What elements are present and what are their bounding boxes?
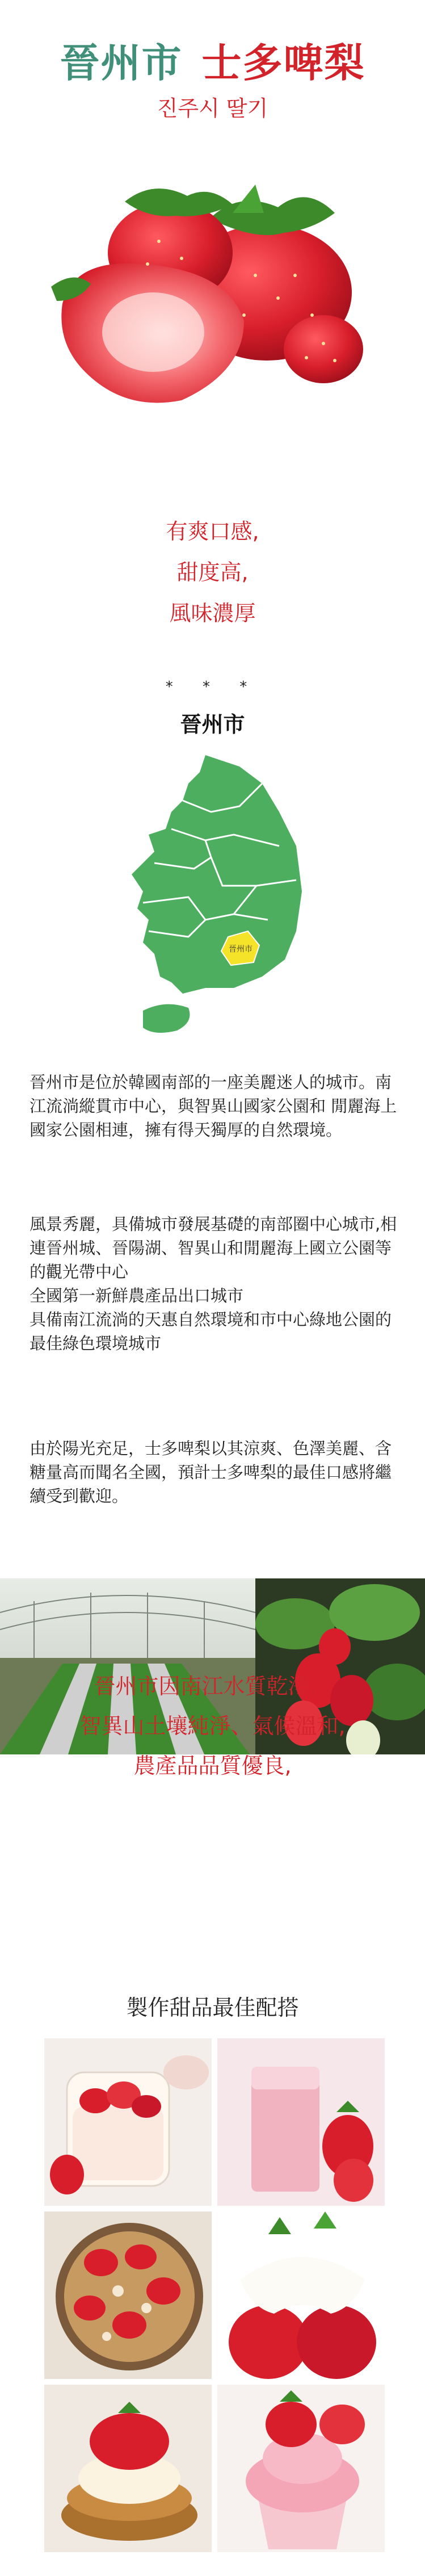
tagline-line: 甜度高, [176, 560, 249, 585]
paragraph-features [30, 1212, 398, 1355]
dessert-smoothie-photo [217, 2038, 385, 2206]
dessert-cupcake-photo [217, 2385, 385, 2552]
paragraph-text: 具備南江流淌的天惠自然環境和市中心綠地公園的最佳綠色環境城市 [30, 1310, 392, 1353]
tagline-line: 風味濃厚 [169, 601, 256, 626]
dessert-panna-cotta-photo [44, 2038, 212, 2206]
tagline-line: 晉州市因南江水質乾淨、 [94, 1674, 331, 1699]
paragraph-text: 晉州市是位於韓國南部的一座美麗迷人的城市。南江流淌縱貫市中心，與智異山國家公園和 閒麗海上國家公園相連，擁有得天獨厚的自然環境。 [30, 1073, 397, 1140]
paragraph-text: 風景秀麗，具備城市發展基礎的南部圈中心城市,相連晉州城、晉陽湖、智異山和閒麗海上國立公園等的觀光帶中心 [30, 1214, 397, 1281]
paragraph-text: 全國第一新鮮農產品出口城市 [30, 1286, 244, 1305]
tagline-quality [0, 1666, 425, 1786]
subtitle-korean: 진주시 딸기 [157, 96, 268, 121]
title-product: 士多啤梨 [201, 39, 365, 86]
dessert-tart-photo [44, 2385, 212, 2552]
map-marker-label: 晉州市 [229, 945, 253, 954]
stars-divider: * * * [165, 678, 260, 696]
tagline-line: 智異山土壤純淨、氣候溫和, [79, 1714, 346, 1739]
paragraph-text: 由於陽光充足，士多啤梨以其涼爽、色澤美麗、含糖量高而聞名全國，預計士多啤梨的最佳口感將繼續受到歡迎。 [30, 1439, 392, 1506]
strawberries-image [40, 179, 380, 417]
korea-map [120, 749, 313, 1050]
desserts-title: 製作甜品最佳配搭 [126, 1995, 299, 2020]
title-city: 晉州市 [60, 39, 183, 86]
header-title [0, 34, 425, 85]
tagline-line: 農產品品質優良, [133, 1753, 292, 1778]
dessert-cream-strawberries-photo [217, 2211, 385, 2379]
tagline-line: 有爽口感, [166, 519, 259, 544]
dessert-granola-bowl-photo [44, 2211, 212, 2379]
paragraph-intro [30, 1070, 398, 1142]
tagline-taste [0, 511, 425, 634]
paragraph-sunlight [30, 1436, 398, 1508]
map-title: 晉州市 [180, 712, 245, 737]
